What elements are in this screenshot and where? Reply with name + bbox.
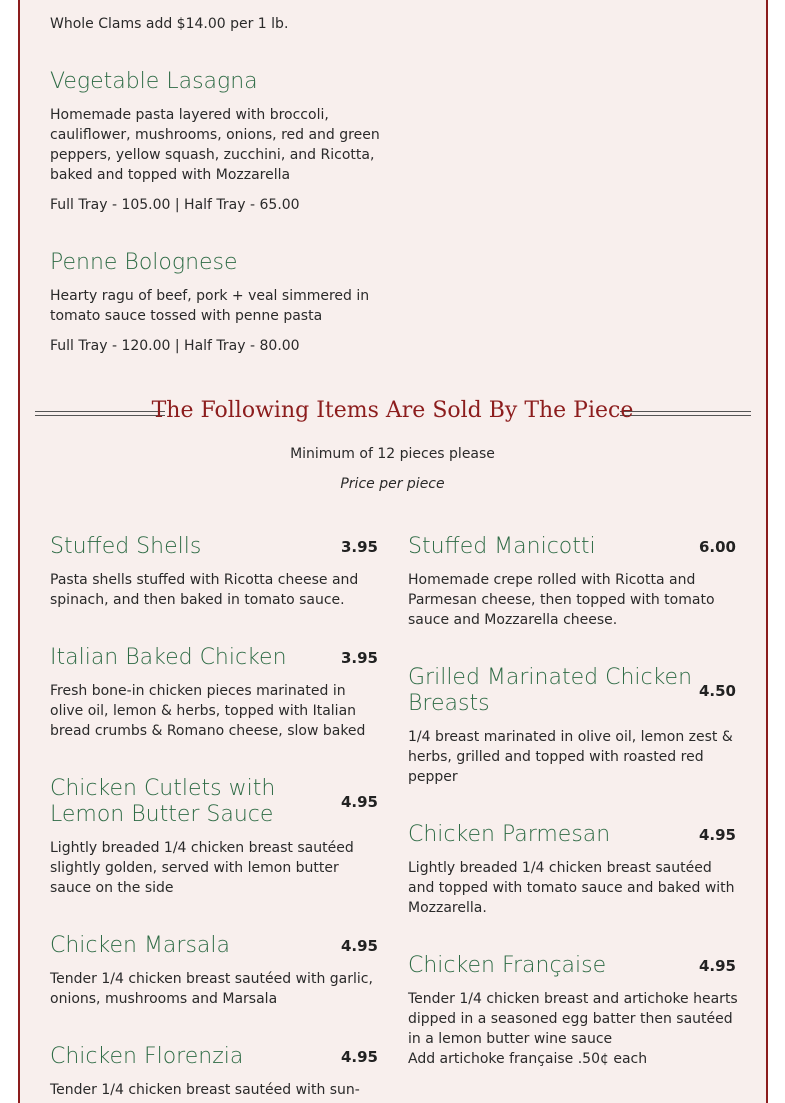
item-title-chicken-marsala: Chicken Marsala	[50, 933, 230, 958]
item-title-chicken-florenzia: Chicken Florenzia	[50, 1044, 244, 1069]
item-title-penne-bolognese: Penne Bolognese	[50, 250, 238, 275]
price-per-piece-note: Price per piece	[340, 476, 445, 492]
item-desc-italian-baked-chicken: Fresh bone-in chicken pieces marinated in olive oil, lemon & herbs, topped with Italian bread crumbs & Romano cheese, slow baked	[50, 683, 366, 739]
item-desc-grilled-marinated-chicken: 1/4 breast marinated in olive oil, lemon zest & herbs, grilled and topped with roasted red pepper	[408, 729, 733, 785]
item-desc-chicken-cutlets: Lightly breaded 1/4 chicken breast sautéed slightly golden, served with lemon butter sauce on the side	[50, 840, 354, 896]
item-price-grilled-marinated-chicken: 4.50	[698, 682, 736, 700]
item-note-chicken-francaise: Add artichoke française .50¢ each	[408, 1051, 648, 1067]
item-title-stuffed-manicotti: Stuffed Manicotti	[408, 534, 596, 559]
item-price-chicken-parmesan: 4.95	[698, 826, 736, 844]
item-title-chicken-parmesan: Chicken Parmesan	[408, 822, 611, 847]
clams-note: Whole Clams add $14.00 per 1 lb.	[50, 16, 289, 32]
item-title-chicken-francaise: Chicken Française	[408, 953, 607, 978]
item-price-chicken-francaise: 4.95	[698, 957, 736, 975]
item-desc-penne-bolognese: Hearty ragu of beef, pork + veal simmered in tomato sauce tossed with penne pasta	[50, 288, 370, 324]
section-title: The Following Items Are Sold By The Piece	[151, 398, 634, 423]
item-price-chicken-florenzia: 4.95	[340, 1048, 378, 1066]
item-prices-vegetable-lasagna: Full Tray - 105.00 | Half Tray - 65.00	[50, 197, 300, 213]
item-desc-vegetable-lasagna: Homemade pasta layered with broccoli, cauliflower, mushrooms, onions, red and green peppers, yellow squash, zucchini, and Ricotta, baked and topped with Mozzarella	[50, 107, 380, 183]
item-desc-stuffed-manicotti: Homemade crepe rolled with Ricotta and Parmesan cheese, then topped with tomato sauce and Mozzarella cheese.	[408, 572, 715, 628]
item-desc-chicken-parmesan: Lightly breaded 1/4 chicken breast sautéed and topped with tomato sauce and baked with Mozzarella.	[408, 860, 735, 916]
item-desc-stuffed-shells: Pasta shells stuffed with Ricotta cheese and spinach, and then baked in tomato sauce.	[50, 572, 359, 608]
item-price-italian-baked-chicken: 3.95	[340, 649, 378, 667]
item-title-chicken-cutlets: Chicken Cutlets with Lemon Butter Sauce	[50, 776, 276, 827]
item-title-stuffed-shells: Stuffed Shells	[50, 534, 202, 559]
item-title-vegetable-lasagna: Vegetable Lasagna	[50, 69, 258, 94]
item-price-stuffed-shells: 3.95	[340, 538, 378, 556]
item-prices-penne-bolognese: Full Tray - 120.00 | Half Tray - 80.00	[50, 338, 300, 354]
item-price-stuffed-manicotti: 6.00	[698, 538, 736, 556]
minimum-note: Minimum of 12 pieces please	[290, 446, 495, 462]
item-title-grilled-marinated-chicken: Grilled Marinated Chicken Breasts	[408, 665, 693, 716]
item-desc-chicken-florenzia: Tender 1/4 chicken breast sautéed with sun-	[50, 1082, 360, 1098]
item-title-italian-baked-chicken: Italian Baked Chicken	[50, 645, 287, 670]
item-desc-chicken-marsala: Tender 1/4 chicken breast sautéed with garlic, onions, mushrooms and Marsala	[50, 971, 373, 1007]
item-price-chicken-cutlets: 4.95	[340, 793, 378, 811]
item-price-chicken-marsala: 4.95	[340, 937, 378, 955]
item-desc-chicken-francaise: Tender 1/4 chicken breast and artichoke hearts dipped in a seasoned egg batter then sautéed in a lemon butter wine sauce	[408, 991, 738, 1047]
